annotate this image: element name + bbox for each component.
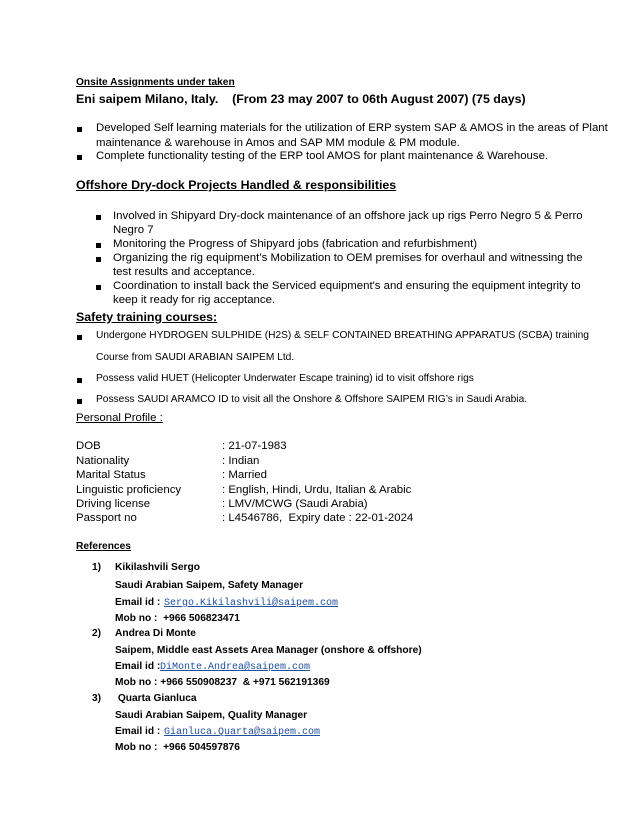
reference-name: Quarta Gianluca — [115, 693, 197, 704]
email-link[interactable]: Gianluca.Quarta@saipem.com — [164, 727, 321, 738]
profile-heading: Personal Profile : — [76, 412, 163, 424]
offshore-bullet-1-line2: Negro 7 — [113, 224, 154, 236]
bullet-icon — [96, 257, 101, 262]
offshore-bullet-3-line2: test results and acceptance. — [113, 266, 255, 278]
bullet-icon — [77, 335, 82, 340]
bullet-icon — [96, 215, 101, 220]
email-link[interactable]: DiMonte.Andrea@saipem.com — [160, 662, 311, 673]
profile-label: Linguistic proficiency — [76, 484, 182, 496]
onsite-bullet-1-line1: Developed Self learning materials for the utilization of ERP system SAP & AMOS in the areas of Plant — [96, 122, 608, 134]
reference-number: 2) — [92, 628, 102, 639]
safety-bullet-1-line2: Course from SAUDI ARABIAN SAIPEM Ltd. — [96, 352, 295, 363]
bullet-icon — [96, 243, 101, 248]
offshore-bullet-4-line1: Coordination to install back the Serviced equipment's and ensuring the equipment integrity to — [113, 280, 581, 292]
offshore-bullet-3-line1: Organizing the rig equipment’s Mobilization to OEM premises for overhaul and witnessing the — [113, 252, 583, 264]
profile-value: : LMV/MCWG (Saudi Arabia) — [222, 498, 368, 510]
profile-label: Nationality — [76, 455, 130, 467]
profile-value: : English, Hindi, Urdu, Italian & Arabic — [222, 484, 412, 496]
onsite-bullet-2: Complete functionality testing of the ERP tool AMOS for plant maintenance & Warehouse. — [96, 150, 549, 162]
reference-name: Kikilashvili Sergo — [115, 562, 200, 573]
bullet-icon — [77, 399, 82, 404]
reference-number: 1) — [92, 562, 102, 573]
email-label: Email id : — [115, 726, 161, 737]
safety-bullet-2: Possess valid HUET (Helicopter Underwater Escape training) id to visit offshore rigs — [96, 373, 474, 384]
onsite-title: Eni saipem Milano, Italy. (From 23 may 2007 to 06th August 2007) (75 days) — [76, 92, 526, 106]
reference-role: Saudi Arabian Saipem, Safety Manager — [115, 580, 304, 591]
safety-bullet-1-line1: Undergone HYDROGEN SULPHIDE (H2S) & SELF CONTAINED BREATHING APPARATUS (SCBA) training — [96, 330, 589, 341]
safety-bullet-3: Possess SAUDI ARAMCO ID to visit all the Onshore & Offshore SAIPEM RIG’s in Saudi Arabia. — [96, 394, 528, 405]
onsite-heading: Onsite Assignments under taken — [76, 77, 235, 88]
profile-label: Driving license — [76, 498, 151, 510]
bullet-icon — [96, 285, 101, 290]
offshore-bullet-2: Monitoring the Progress of Shipyard jobs (fabrication and refurbishment) — [113, 238, 478, 250]
reference-number: 3) — [92, 693, 102, 704]
reference-role: Saudi Arabian Saipem, Quality Manager — [115, 710, 308, 721]
bullet-icon — [77, 155, 82, 160]
profile-value: : Married — [222, 469, 267, 481]
reference-mobile: Mob no : +966 504597876 — [115, 742, 240, 753]
reference-role: Saipem, Middle east Assets Area Manager (onshore & offshore) — [115, 645, 422, 656]
safety-heading: Safety training courses: — [76, 310, 218, 324]
profile-value: : L4546786, Expiry date : 22-01-2024 — [222, 512, 414, 524]
profile-label: Passport no — [76, 512, 137, 524]
bullet-icon — [77, 127, 82, 132]
onsite-bullet-1-line2: maintenance & warehouse in Amos and SAP MM module & PM module. — [96, 137, 460, 149]
profile-label: DOB — [76, 440, 101, 452]
bullet-icon — [77, 378, 82, 383]
profile-value: : 21-07-1983 — [222, 440, 287, 452]
profile-label: Marital Status — [76, 469, 146, 481]
offshore-bullet-4-line2: keep it ready for rig acceptance. — [113, 294, 276, 306]
reference-mobile: Mob no : +966 550908237 & +971 562191369 — [115, 677, 330, 688]
profile-value: : Indian — [222, 455, 260, 467]
email-link[interactable]: Sergo.Kikilashvili@saipem.com — [164, 598, 339, 609]
offshore-bullet-1-line1: Involved in Shipyard Dry-dock maintenance of an offshore jack up rigs Perro Negro 5 & Perro — [113, 210, 583, 222]
references-heading: References — [76, 541, 131, 552]
reference-mobile: Mob no : +966 506823471 — [115, 613, 240, 624]
email-label: Email id : — [115, 661, 161, 672]
reference-name: Andrea Di Monte — [115, 628, 196, 639]
email-label: Email id : — [115, 597, 161, 608]
offshore-heading: Offshore Dry-dock Projects Handled & responsibilities — [76, 178, 397, 192]
